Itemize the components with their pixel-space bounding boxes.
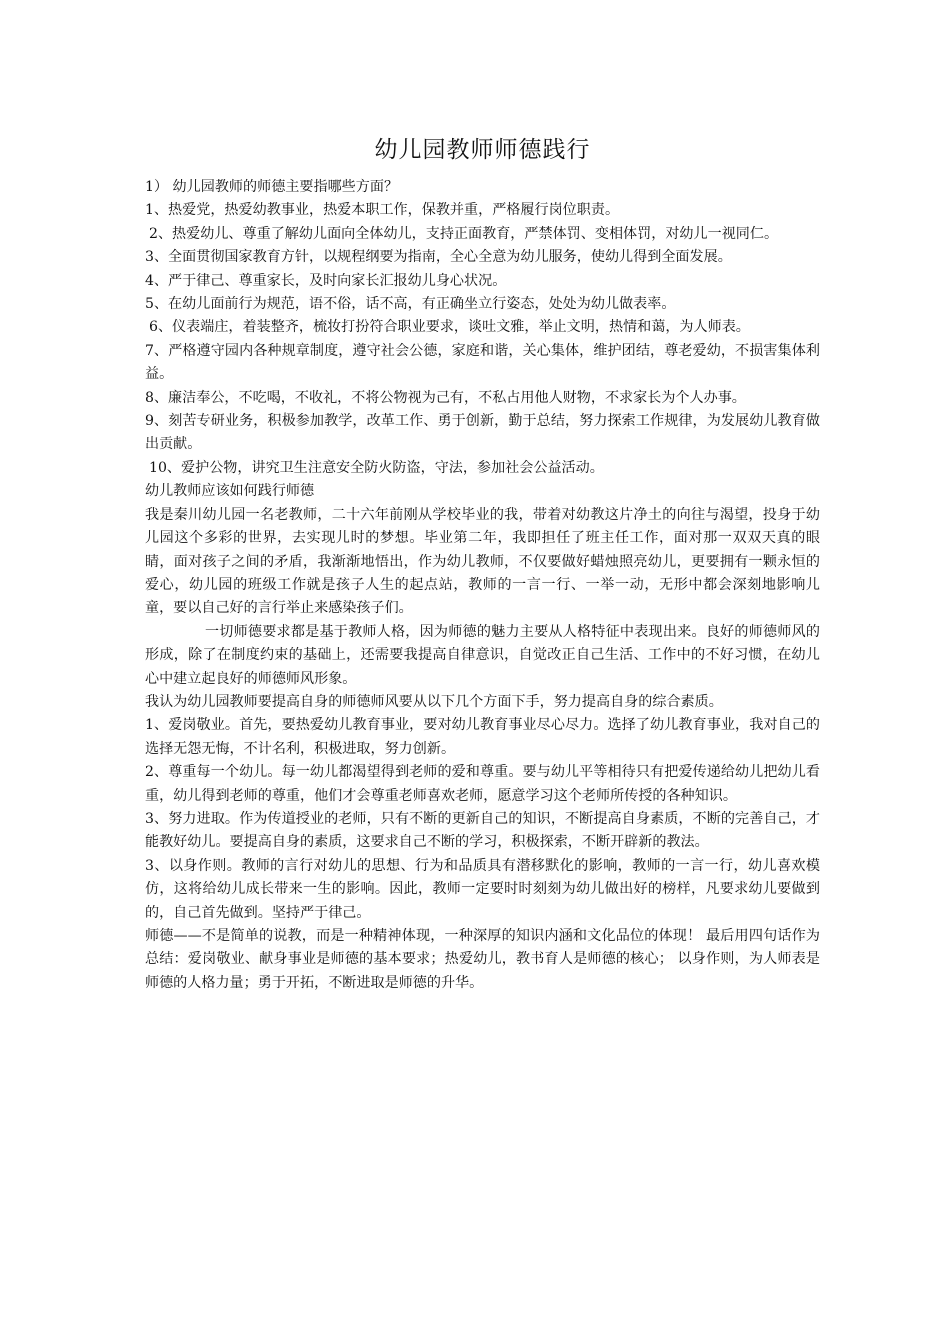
paragraph: 9、刻苦专研业务，积极参加教学，改革工作、勇于创新，勤于总结，努力探索工作规律，为发展幼儿教育做出贡献。 — [145, 413, 820, 453]
paragraph: 2、热爱幼儿、尊重了解幼儿面向全体幼儿，支持正面教育，严禁体罚、变相体罚，对幼儿一视同仁。 — [149, 225, 779, 242]
paragraph: 8、廉洁奉公，不吃喝，不收礼，不将公物视为己有，不私占用他人财物，不求家长为个人办事。 — [145, 389, 746, 406]
paragraph: 我认为幼儿园教师要提高自身的师德师风要从以下几个方面下手，努力提高自身的综合素质。 — [145, 693, 723, 710]
paragraph: 4、严于律己、尊重家长，及时向家长汇报幼儿身心状况。 — [145, 272, 507, 289]
paragraph: 3、努力进取。作为传道授业的老师，只有不断的更新自己的知识，不断提高自身素质，不断的完善自己，才能教好幼儿。要提高自身的素质，这要求自己不断的学习，积极探索，不断开辟新的教法。 — [145, 810, 820, 851]
paragraph: 我是秦川幼儿园一名老教师，二十六年前刚从学校毕业的我，带着对幼教这片净土的向往与渴望，投身于幼儿园这个多彩的世界，去实现儿时的梦想。毕业第二年，我即担任了班主任工作，面对那一双双天真的眼睛，面对孩子之间的矛盾，我渐渐地悟出，作为幼儿教师，不仅要做好蜡烛照亮幼儿，更要拥有一颗永恒的爱心，幼儿园的班级工作就是孩子人生的起点站，教师的一言一行、一举一动，无形中都会深刻地影响儿童，要以自己好的言行举止来感染孩子们。 — [145, 506, 820, 617]
paragraph: 师德——不是简单的说教，而是一种精神体现，一种深厚的知识内涵和文化品位的体现！ 最后用四句话作为总结：爱岗敬业、献身事业是师德的基本要求；热爱幼儿，教书育人是师德的核心； 以身作则，为人师表是师德的人格力量；勇于开拓，不断进取是师德的升华。 — [145, 928, 820, 991]
paragraph: 一切师德要求都是基于教师人格，因为师德的魅力主要从人格特征中表现出来。良好的师德师风的形成，除了在制度约束的基础上，还需要我提高自律意识，自觉改正自己生活、工作中的不好习惯，在幼儿心中建立起良好的师德师风形象。 — [145, 623, 820, 687]
document-title: 幼儿园教师师德践行 — [374, 137, 591, 163]
paragraph: 幼儿教师应该如何践行师德 — [145, 483, 315, 500]
paragraph: 2、尊重每一个幼儿。每一幼儿都渴望得到老师的爱和尊重。要与幼儿平等相待只有把爱传递给幼儿把幼儿看重，幼儿得到老师的尊重，他们才会尊重老师喜欢老师，愿意学习这个老师所传授的各种知识。 — [145, 764, 820, 804]
document-page — [145, 0, 820, 995]
paragraph: 10、爱护公物，讲究卫生注意安全防火防盗，守法，参加社会公益活动。 — [149, 459, 604, 476]
paragraph: 7、严格遵守园内各种规章制度，遵守社会公德，家庭和谐，关心集体，维护团结，尊老爱幼，不损害集体利益。 — [145, 342, 820, 383]
paragraph: 3、以身作则。教师的言行对幼儿的思想、行为和品质具有潜移默化的影响，教师的一言一行，幼儿喜欢模仿，这将给幼儿成长带来一生的影响。因此，教师一定要时时刻刻为幼儿做出好的榜样，凡要求幼儿要做到的，自己首先做到。坚持严于律己。 — [145, 857, 820, 921]
paragraph: 1） 幼儿园教师的师德主要指哪些方面？ — [145, 179, 399, 195]
paragraph: 3、全面贯彻国家教育方针，以规程纲要为指南，全心全意为幼儿服务，使幼儿得到全面发展。 — [145, 249, 732, 266]
paragraph: 6、仪表端庄，着装整齐，梳妆打扮符合职业要求，谈吐文雅，举止文明，热情和蔼，为人师表。 — [149, 319, 750, 336]
paragraph: 5、在幼儿面前行为规范，语不俗，话不高，有正确坐立行姿态，处处为幼儿做表率。 — [145, 296, 676, 313]
document-body — [145, 176, 820, 995]
paragraph: 1、热爱党，热爱幼教事业，热爱本职工作，保教并重，严格履行岗位职责。 — [145, 202, 620, 219]
paragraph: 1、爱岗敬业。首先，要热爱幼儿教育事业，要对幼儿教育事业尽心尽力。选择了幼儿教育事业，我对自己的选择无怨无悔，不计名利，积极进取，努力创新。 — [145, 717, 820, 757]
